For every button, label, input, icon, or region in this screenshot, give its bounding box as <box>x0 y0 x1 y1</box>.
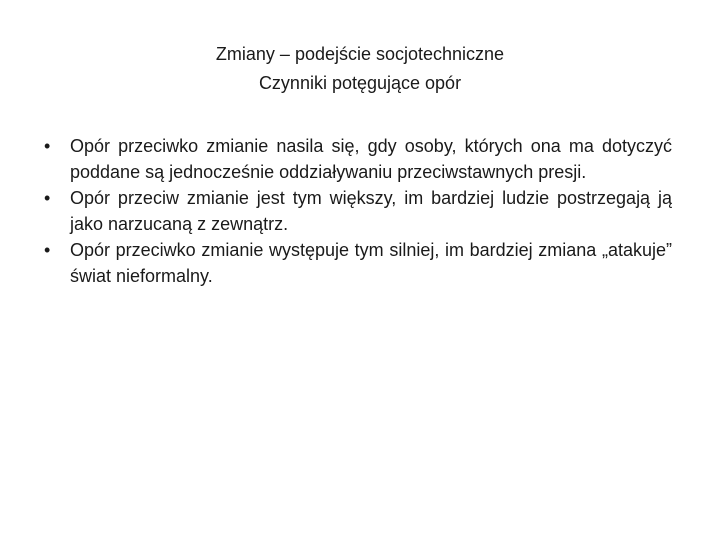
subtitle-line: Czynniki potęgujące opór <box>258 73 462 93</box>
bullet-item <box>44 133 672 185</box>
bullet-dot-icon: • <box>44 188 51 208</box>
bullet-item <box>44 237 672 289</box>
title-line-1: Zmiany – podejście socjotechniczne <box>215 44 505 64</box>
bullet-dot-icon: • <box>44 136 51 156</box>
bullet-item <box>44 185 672 237</box>
slide-title <box>0 40 720 98</box>
bullet-text: Opór przeciw zmianie jest tym większy, im bardziej ludzie postrzegają ją jako narzucaną z zewnątrz. <box>70 188 672 234</box>
bullet-text: Opór przeciwko zmianie nasila się, gdy osoby, których ona ma dotyczyć poddane są jednocześnie oddziaływaniu przeciwstawnych presji. <box>70 136 672 182</box>
bullet-dot-icon: • <box>44 240 51 260</box>
bullet-text: Opór przeciwko zmianie występuje tym silniej, im bardziej zmiana „atakuje” świat nieformalny. <box>70 240 672 286</box>
bullet-list <box>44 133 672 289</box>
